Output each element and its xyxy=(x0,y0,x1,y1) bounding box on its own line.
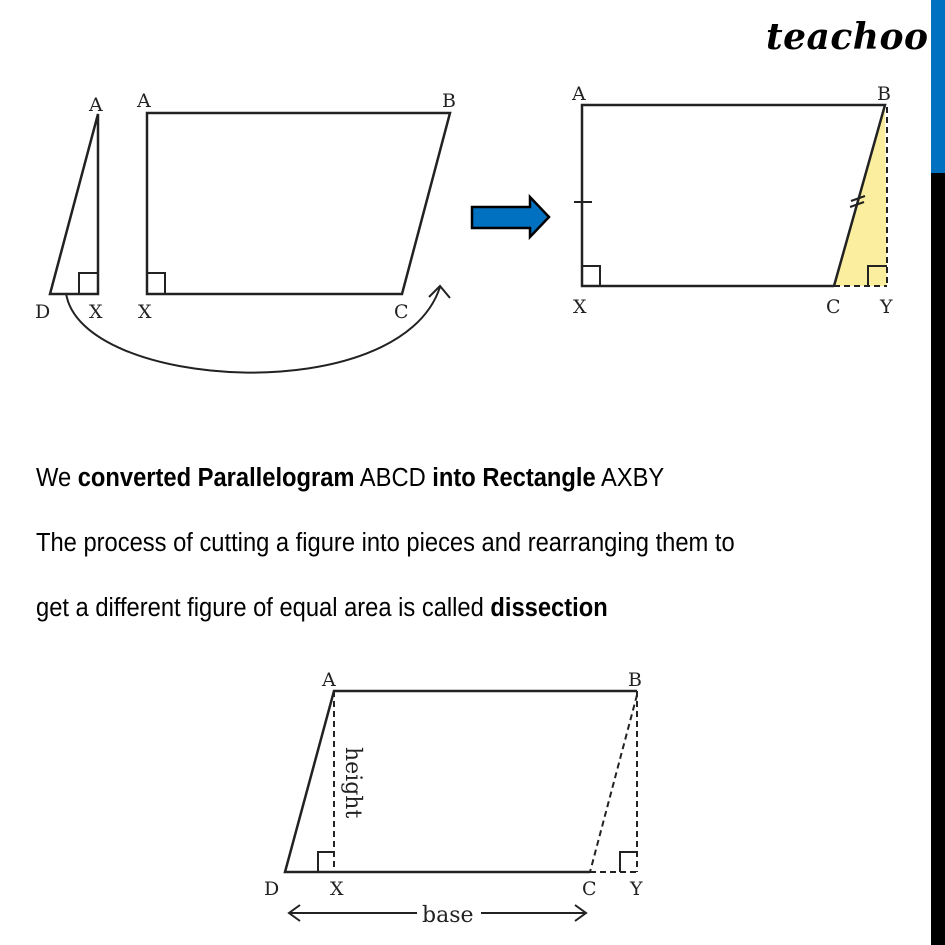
dashed-line-BC xyxy=(590,695,637,872)
parallelogram-ABCD xyxy=(285,691,637,872)
text-converted-parallelogram: converted Parallelogram xyxy=(77,464,355,492)
right-angle-mark xyxy=(582,266,600,286)
label-A: A xyxy=(322,669,336,691)
label-D: D xyxy=(35,301,51,323)
curved-move-arrow xyxy=(66,287,440,373)
figure-bottom xyxy=(264,669,643,928)
label-A: A xyxy=(572,83,586,105)
arrowhead xyxy=(429,286,450,298)
text-axby: AXBY xyxy=(595,464,665,492)
right-angle-mark xyxy=(318,852,334,872)
label-B: B xyxy=(628,669,642,691)
right-angle-mark xyxy=(147,273,165,294)
label-C: C xyxy=(826,296,841,318)
cut-triangle xyxy=(50,114,98,294)
label-C: C xyxy=(394,301,409,323)
text-line-1 xyxy=(36,464,664,493)
figure-top-left xyxy=(50,113,450,373)
figure-top-right xyxy=(571,83,893,318)
label-A: A xyxy=(89,94,103,116)
label-Y: Y xyxy=(880,296,893,318)
text-definition: get a different figure of equal area is called xyxy=(36,594,491,622)
label-B: B xyxy=(442,90,456,112)
label-B: B xyxy=(877,83,891,105)
text-into-rectangle: into Rectangle xyxy=(432,464,596,492)
label-Y: Y xyxy=(630,878,643,900)
label-X: X xyxy=(138,301,152,323)
label-C: C xyxy=(582,878,597,900)
label-D: D xyxy=(264,878,280,900)
label-X: X xyxy=(89,301,103,323)
label-A: A xyxy=(137,90,151,112)
teachoo-logo: teachoo xyxy=(766,16,929,58)
text-line-2: The process of cutting a figure into pieces and rearranging them to xyxy=(36,529,735,557)
text-line-3 xyxy=(36,594,608,623)
height-label: height xyxy=(340,747,365,819)
right-arrow-icon xyxy=(472,197,549,237)
text-dissection: dissection xyxy=(490,594,608,622)
trapezium-AXCB xyxy=(147,113,450,294)
base-label: base xyxy=(422,903,474,928)
rectangle-AXCB xyxy=(582,105,885,286)
text-we: We xyxy=(36,464,78,492)
right-angle-mark xyxy=(620,852,637,872)
label-X: X xyxy=(573,296,587,318)
text-abcd: ABCD xyxy=(354,464,433,492)
label-X: X xyxy=(330,878,344,900)
right-angle-mark xyxy=(79,273,98,294)
